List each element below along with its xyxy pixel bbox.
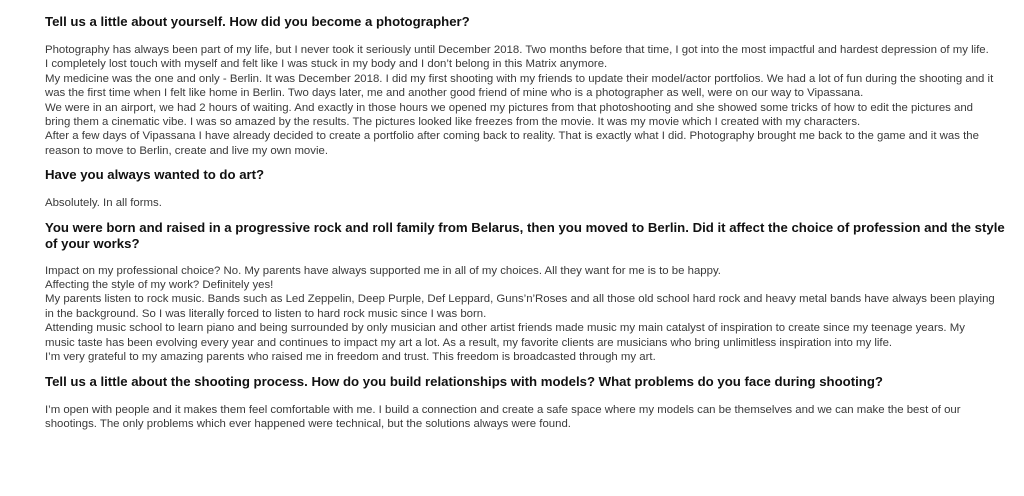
answer-text <box>45 196 995 210</box>
answer-paragraph: Attending music school to learn piano and being surrounded by only musician and other artist friends made music my main catalyst of inspiration to create since my teenage years. My music taste has been evolving every year and continues to impact my art a lot. As a result, my favorite clients are musicians who bring unlimitless inspiration into my life. <box>45 322 965 349</box>
qa-section-becoming-photographer <box>45 14 1004 158</box>
answer-text <box>45 43 995 158</box>
qa-section-family-background <box>45 220 1004 365</box>
question-heading: You were born and raised in a progressive rock and roll family from Belarus, then you moved to Berlin. Did it affect the choice of profession and the style of your works? <box>45 219 1005 251</box>
qa-section-always-art <box>45 167 1004 210</box>
answer-paragraph: I’m open with people and it makes them feel comfortable with me. I build a connection and create a safe space where my models can be themselves and we can make the best of our shootings. The only problems which ever happened were technical, but the solutions always were found. <box>45 403 961 430</box>
qa-section-shooting-process <box>45 374 1004 432</box>
answer-paragraph: After a few days of Vipassana I have already decided to create a portfolio after coming back to reality. That is exactly what I did. Photography brought me back to the game and it was the reason to move to Berlin, create and live my own movie. <box>45 130 979 157</box>
answer-paragraph: Photography has always been part of my life, but I never took it seriously until December 2018. Two months before that time, I got into the most impactful and hardest depression of my life. I completely lost touch with myself and felt like I was stuck in my body and I don’t belong in this Matrix anymore. <box>45 44 989 71</box>
question-heading: Have you always wanted to do art? <box>45 167 265 183</box>
answer-paragraph: Absolutely. In all forms. <box>45 197 162 210</box>
answer-paragraph: I’m very grateful to my amazing parents who raised me in freedom and trust. This freedom is broadcasted through my art. <box>45 351 656 364</box>
question-heading: Tell us a little about the shooting process. How do you build relationships with models? What problems do you face during shooting? <box>45 373 883 389</box>
question-heading: Tell us a little about yourself. How did you become a photographer? <box>45 14 470 29</box>
answer-paragraph: My parents listen to rock music. Bands such as Led Zeppelin, Deep Purple, Def Leppard, Guns’n’Roses and all those old school hard rock and heavy metal bands have always been playing in the background. So I was literally forced to listen to hard rock music since I was born. <box>45 293 995 320</box>
answer-paragraph: We were in an airport, we had 2 hours of waiting. And exactly in those hours we opened my pictures from that photoshooting and she showed some tricks of how to edit the pictures and bring them a cinematic vibe. I was so amazed by the results. The pictures looked like freezes from the movie. It was my movie which I created with my characters. <box>45 101 974 129</box>
answer-text <box>45 403 995 432</box>
answer-text <box>45 264 995 365</box>
answer-paragraph: Affecting the style of my work? Definitely yes! <box>45 279 274 292</box>
answer-paragraph: My medicine was the one and only - Berlin. It was December 2018. I did my first shooting with my friends to update their model/actor portfolios. We had a lot of fun during the shooting and it was the first time when I felt like home in Berlin. Two days later, me and another good friend of mine who is a photographer as well, were on our way to Vipassana. <box>45 72 994 100</box>
answer-paragraph: Impact on my professional choice? No. My parents have always supported me in all of my choices. All they want for me is to be happy. <box>45 264 721 277</box>
